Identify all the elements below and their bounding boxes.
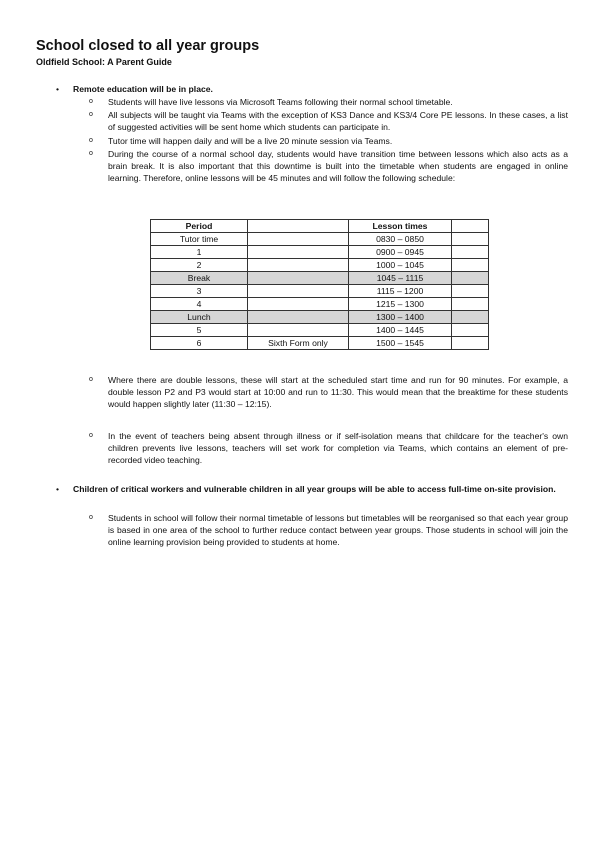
circle-bullet-icon: o	[89, 514, 93, 521]
cell-period: 4	[151, 298, 248, 311]
cell-lesson-time: 1115 – 1200	[349, 285, 452, 298]
page-title: School closed to all year groups	[36, 38, 260, 54]
table-row	[151, 272, 489, 285]
list-item-text: Students will have live lessons via Microsoft Teams following their normal school timetable.	[108, 97, 453, 107]
cell-extra	[452, 311, 489, 324]
cell-extra	[452, 324, 489, 337]
cell-extra	[452, 337, 489, 350]
circle-bullet-icon: o	[89, 150, 93, 157]
table-row	[151, 337, 489, 350]
circle-bullet-icon: o	[89, 111, 93, 118]
circle-bullet-icon: o	[89, 137, 93, 144]
cell-note	[248, 324, 349, 337]
bullet-icon: •	[56, 484, 60, 494]
cell-extra	[452, 298, 489, 311]
table-row	[151, 285, 489, 298]
cell-note	[248, 298, 349, 311]
section-heading: Remote education will be in place.	[73, 84, 213, 94]
lesson-schedule-table	[150, 219, 489, 350]
header-period: Period	[151, 220, 248, 233]
cell-lesson-time: 1300 – 1400	[349, 311, 452, 324]
cell-note: Sixth Form only	[248, 337, 349, 350]
list-item-text: Tutor time will happen daily and will be a live 20 minute session via Teams.	[108, 136, 393, 146]
circle-bullet-icon: o	[89, 376, 93, 383]
cell-period: Break	[151, 272, 248, 285]
cell-lesson-time: 1500 – 1545	[349, 337, 452, 350]
table-row	[151, 324, 489, 337]
cell-note	[248, 285, 349, 298]
cell-period: 2	[151, 259, 248, 272]
table-row	[151, 311, 489, 324]
list-item-text: Where there are double lessons, these will start at the scheduled start time and run for 90 minutes. For example, a double lesson P2 and P3 would start at 10:00 and run to 11:30. This would mean that the breaktime for these students would happen slightly later (11:30 – 12:15).	[108, 375, 568, 410]
table-row	[151, 259, 489, 272]
list-item-text: During the course of a normal school day, students would have transition time between lessons which also acts as a brain break. It is also important that this downtime is built into the timetable when students are engaged in online learning. Therefore, online lessons will be 45 minutes and will follow the following schedule:	[108, 149, 568, 184]
cell-extra	[452, 233, 489, 246]
cell-period: 1	[151, 246, 248, 259]
cell-lesson-time: 1000 – 1045	[349, 259, 452, 272]
circle-bullet-icon: o	[89, 98, 93, 105]
table-header-row	[151, 220, 489, 233]
cell-lesson-time: 0900 – 0945	[349, 246, 452, 259]
cell-lesson-time: 1215 – 1300	[349, 298, 452, 311]
table-row	[151, 246, 489, 259]
cell-period: 6	[151, 337, 248, 350]
cell-extra	[452, 272, 489, 285]
cell-note	[248, 246, 349, 259]
cell-lesson-time: 1400 – 1445	[349, 324, 452, 337]
page-subtitle: Oldfield School: A Parent Guide	[36, 57, 172, 67]
cell-lesson-time: 1045 – 1115	[349, 272, 452, 285]
list-item-text: Students in school will follow their normal timetable of lessons but timetables will be reorganised so that each year group is based in one area of the school to further reduce contact between year groups. Those students in school will join the online learning provision being provided to students at home.	[108, 513, 568, 548]
table-row	[151, 233, 489, 246]
cell-note	[248, 233, 349, 246]
table-row	[151, 298, 489, 311]
cell-note	[248, 259, 349, 272]
cell-lesson-time: 0830 – 0850	[349, 233, 452, 246]
list-item-text: All subjects will be taught via Teams with the exception of KS3 Dance and KS3/4 Core PE lessons. In these cases, a list of suggested activities will be sent home which students can participate in.	[108, 110, 568, 133]
cell-period: 5	[151, 324, 248, 337]
header-lesson-times: Lesson times	[349, 220, 452, 233]
bullet-icon: •	[56, 84, 60, 94]
cell-extra	[452, 246, 489, 259]
cell-extra	[452, 285, 489, 298]
circle-bullet-icon: o	[89, 432, 93, 439]
cell-period: Tutor time	[151, 233, 248, 246]
header-note	[248, 220, 349, 233]
header-extra	[452, 220, 489, 233]
cell-note	[248, 311, 349, 324]
cell-note	[248, 272, 349, 285]
list-item-text: In the event of teachers being absent through illness or if self-isolation means that childcare for the teacher's own children prevents live lessons, teachers will set work for completion via Teams, which contains an element of pre-recorded video teaching.	[108, 431, 568, 466]
cell-extra	[452, 259, 489, 272]
cell-period: Lunch	[151, 311, 248, 324]
section-heading: Children of critical workers and vulnerable children in all year groups will be able to access full-time on-site provision.	[73, 484, 556, 494]
cell-period: 3	[151, 285, 248, 298]
